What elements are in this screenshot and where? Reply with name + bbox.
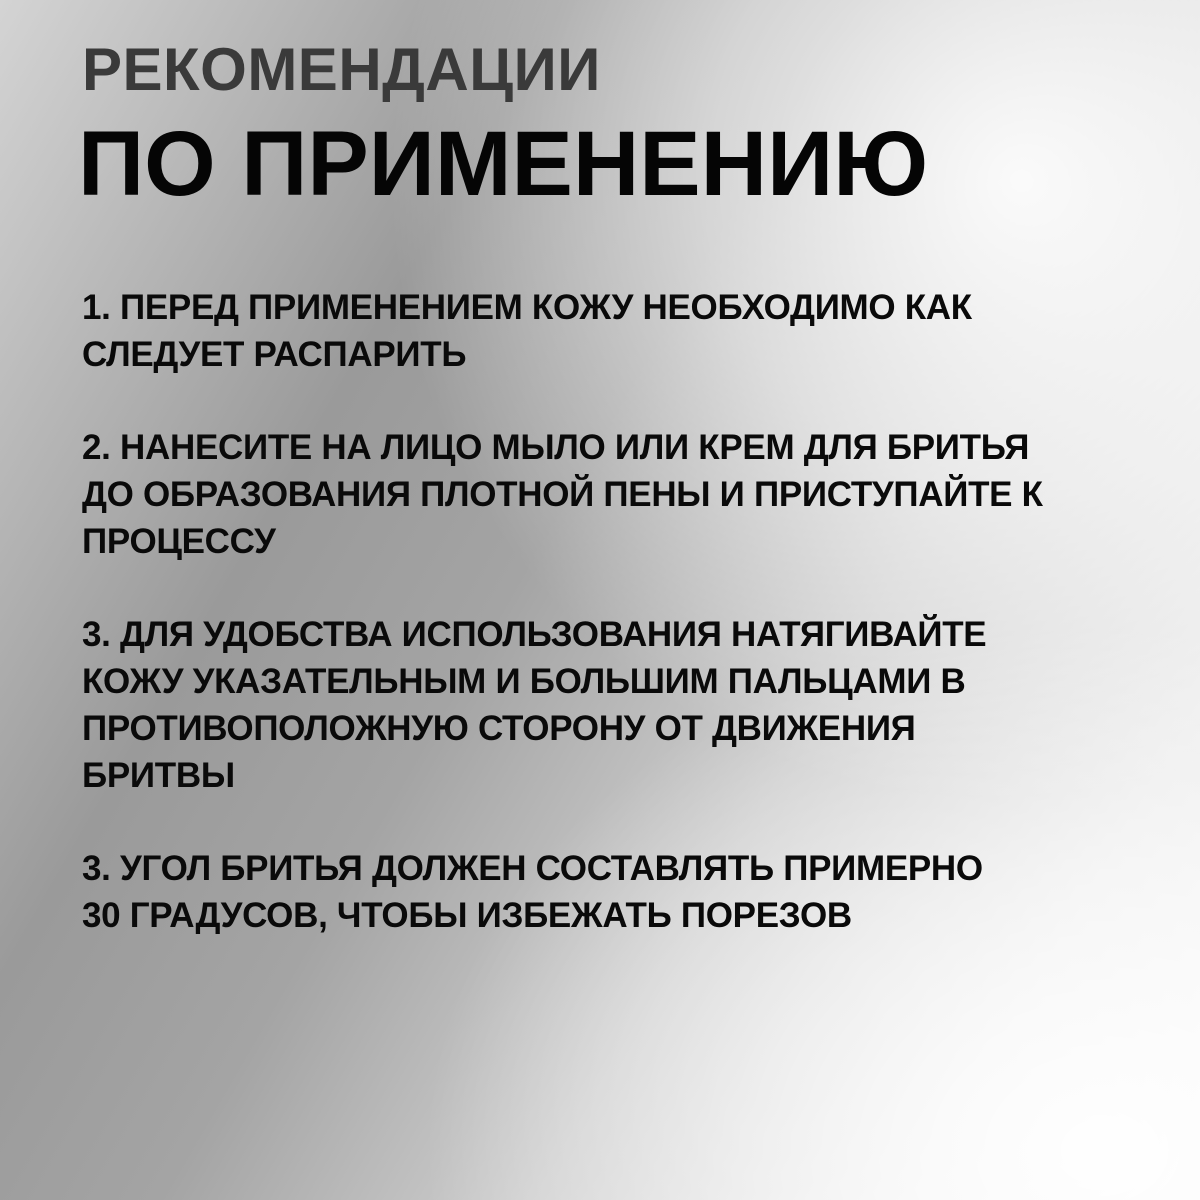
instructions-panel bbox=[78, 36, 1162, 985]
page-title-main: ПО ПРИМЕНЕНИЮ bbox=[78, 113, 929, 215]
step-item: 3. ДЛЯ УДОБСТВА ИСПОЛЬЗОВАНИЯ НАТЯГИВАЙТЕ КОЖУ УКАЗАТЕЛЬНЫМ И БОЛЬШИМ ПАЛЬЦАМИ В ПРОТИВОПОЛОЖНУЮ СТОРОНУ ОТ ДВИЖЕНИЯ БРИТВЫ bbox=[82, 615, 987, 795]
page-title-top: РЕКОМЕНДАЦИИ bbox=[82, 36, 601, 103]
step-item: 1. ПЕРЕД ПРИМЕНЕНИЕМ КОЖУ НЕОБХОДИМО КАК СЛЕДУЕТ РАСПАРИТЬ bbox=[82, 288, 972, 374]
step-item: 3. УГОЛ БРИТЬЯ ДОЛЖЕН СОСТАВЛЯТЬ ПРИМЕРНО 30 ГРАДУСОВ, ЧТОБЫ ИЗБЕЖАТЬ ПОРЕЗОВ bbox=[82, 849, 983, 935]
steps-list bbox=[82, 284, 1162, 939]
step-item: 2. НАНЕСИТЕ НА ЛИЦО МЫЛО ИЛИ КРЕМ ДЛЯ БРИТЬЯ ДО ОБРАЗОВАНИЯ ПЛОТНОЙ ПЕНЫ И ПРИСТУПАЙТЕ К ПРОЦЕССУ bbox=[82, 428, 1043, 561]
